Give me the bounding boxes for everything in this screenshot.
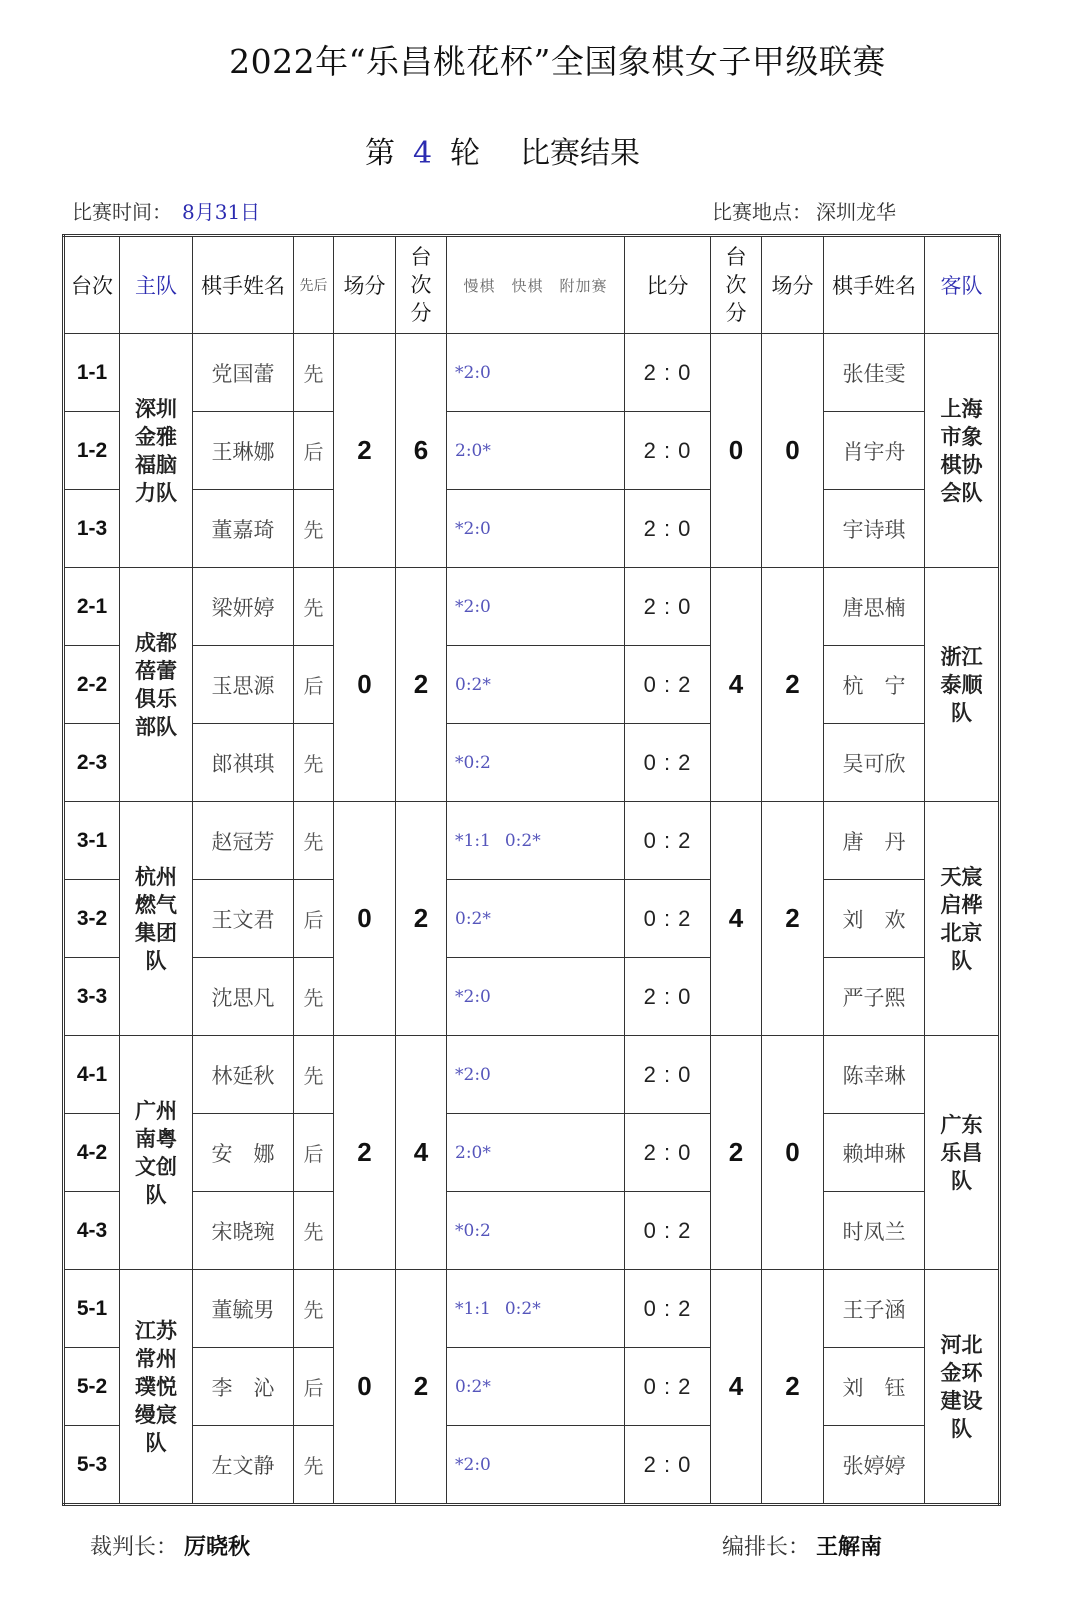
away-player: 肖宇舟 <box>824 412 925 490</box>
slow-result: *0:2 <box>455 1220 491 1241</box>
col-order: 先后 <box>294 236 334 334</box>
away-player: 张婷婷 <box>824 1426 925 1505</box>
table-row <box>64 568 1000 646</box>
board-number: 1-3 <box>64 490 120 568</box>
game-score: 2 : 0 <box>625 334 711 412</box>
scheduler-label: 编排长： <box>722 1535 811 1560</box>
move-order: 后 <box>294 1348 334 1426</box>
away-team: 上海 市象 棋协 会队 <box>925 334 1000 568</box>
home-player: 左文静 <box>193 1426 294 1505</box>
table-row <box>64 334 1000 412</box>
table-row <box>64 412 1000 490</box>
home-player: 王文君 <box>193 880 294 958</box>
game-score: 0 : 2 <box>625 880 711 958</box>
home-player: 赵冠芳 <box>193 802 294 880</box>
col-home-player: 棋手姓名 <box>193 236 294 334</box>
board-number: 1-2 <box>64 412 120 490</box>
game-results <box>447 802 625 880</box>
game-score: 2 : 0 <box>625 958 711 1036</box>
date-label: 比赛时间： <box>72 200 172 224</box>
rapid-result: 0:2* <box>504 830 541 851</box>
table-row <box>64 646 1000 724</box>
chief-referee-label: 裁判长： <box>90 1535 179 1560</box>
home-match-points: 0 <box>334 568 396 802</box>
table-row <box>64 1192 1000 1270</box>
table-row <box>64 724 1000 802</box>
game-results <box>447 334 625 412</box>
round-number: 4 <box>412 136 433 171</box>
away-team: 天宸 启桦 北京 队 <box>925 802 1000 1036</box>
away-player: 王子涵 <box>824 1270 925 1348</box>
away-board-points: 4 <box>711 568 762 802</box>
slow-result: *2:0 <box>455 986 491 1007</box>
rapid-result: 0:2* <box>504 1298 541 1319</box>
home-player: 董毓男 <box>193 1270 294 1348</box>
move-order: 先 <box>294 958 334 1036</box>
table-row <box>64 958 1000 1036</box>
home-match-points: 2 <box>334 334 396 568</box>
home-board-points: 2 <box>396 1270 447 1505</box>
table-row <box>64 490 1000 568</box>
game-score: 2 : 0 <box>625 412 711 490</box>
home-player: 李 沁 <box>193 1348 294 1426</box>
scheduler-name: 王解南 <box>816 1534 883 1560</box>
slow-result: *2:0 <box>455 596 491 617</box>
scheduler <box>722 1530 882 1561</box>
slow-result: *2:0 <box>455 1454 491 1475</box>
away-player: 赖坤琳 <box>824 1114 925 1192</box>
away-player: 唐思楠 <box>824 568 925 646</box>
game-results <box>447 646 625 724</box>
table-row <box>64 1426 1000 1505</box>
home-player: 宋晓琬 <box>193 1192 294 1270</box>
col-home-board-points: 台 次 分 <box>396 236 447 334</box>
venue-label: 比赛地点： <box>712 200 812 224</box>
slow-result: 2:0* <box>455 1142 491 1163</box>
away-match-points: 0 <box>762 334 824 568</box>
game-score: 2 : 0 <box>625 1114 711 1192</box>
game-score: 0 : 2 <box>625 724 711 802</box>
col-away-board-points: 台 次 分 <box>711 236 762 334</box>
away-player: 唐 丹 <box>824 802 925 880</box>
game-score: 2 : 0 <box>625 1426 711 1505</box>
slow-result: 0:2* <box>455 674 491 695</box>
board-number: 2-1 <box>64 568 120 646</box>
round-caption: 比赛结果 <box>520 136 641 171</box>
game-results <box>447 958 625 1036</box>
home-player: 党国蕾 <box>193 334 294 412</box>
away-match-points: 0 <box>762 1036 824 1270</box>
home-match-points: 0 <box>334 802 396 1036</box>
home-match-points: 2 <box>334 1036 396 1270</box>
col-home-match-points: 场分 <box>334 236 396 334</box>
col-away-team: 客队 <box>925 236 1000 334</box>
home-match-points: 0 <box>334 1270 396 1505</box>
away-player: 严子熙 <box>824 958 925 1036</box>
home-player: 梁妍婷 <box>193 568 294 646</box>
board-number: 5-1 <box>64 1270 120 1348</box>
slow-result: *2:0 <box>455 1064 491 1085</box>
game-score: 0 : 2 <box>625 1270 711 1348</box>
game-score: 0 : 2 <box>625 1192 711 1270</box>
round-subtitle <box>0 128 1005 172</box>
game-results <box>447 1036 625 1114</box>
table-row <box>64 880 1000 958</box>
round-prefix: 第 <box>364 136 395 171</box>
board-number: 2-2 <box>64 646 120 724</box>
board-number: 5-2 <box>64 1348 120 1426</box>
slow-result: *2:0 <box>455 518 491 539</box>
board-number: 3-2 <box>64 880 120 958</box>
game-results <box>447 1114 625 1192</box>
chief-referee-name: 厉晓秋 <box>184 1534 251 1560</box>
away-player: 陈幸琳 <box>824 1036 925 1114</box>
table-row <box>64 802 1000 880</box>
home-player: 王琳娜 <box>193 412 294 490</box>
away-board-points: 2 <box>711 1036 762 1270</box>
game-results <box>447 568 625 646</box>
move-order: 先 <box>294 802 334 880</box>
away-player: 吴可欣 <box>824 724 925 802</box>
board-number: 4-2 <box>64 1114 120 1192</box>
game-results <box>447 1192 625 1270</box>
away-player: 时凤兰 <box>824 1192 925 1270</box>
home-board-points: 2 <box>396 802 447 1036</box>
match-date <box>72 196 260 225</box>
home-player: 沈思凡 <box>193 958 294 1036</box>
col-away-match-points: 场分 <box>762 236 824 334</box>
game-score: 2 : 0 <box>625 568 711 646</box>
away-board-points: 4 <box>711 802 762 1036</box>
slow-result: 0:2* <box>455 1376 491 1397</box>
page-title: 2022年“乐昌桃花杯”全国象棋女子甲级联赛 <box>229 42 886 81</box>
home-board-points: 6 <box>396 334 447 568</box>
header-row <box>64 236 1000 334</box>
round-suffix: 轮 <box>450 136 481 171</box>
home-player: 郎祺琪 <box>193 724 294 802</box>
move-order: 后 <box>294 880 334 958</box>
move-order: 先 <box>294 724 334 802</box>
col-home-team: 主队 <box>120 236 193 334</box>
slow-result: *1:1 <box>455 830 491 851</box>
away-board-points: 0 <box>711 334 762 568</box>
away-match-points: 2 <box>762 802 824 1036</box>
home-player: 林延秋 <box>193 1036 294 1114</box>
table-row <box>64 1270 1000 1348</box>
table-row <box>64 1036 1000 1114</box>
game-score: 2 : 0 <box>625 490 711 568</box>
move-order: 后 <box>294 646 334 724</box>
col-away-player: 棋手姓名 <box>824 236 925 334</box>
board-number: 5-3 <box>64 1426 120 1505</box>
game-score: 2 : 0 <box>625 1036 711 1114</box>
away-match-points: 2 <box>762 1270 824 1505</box>
date-value: 8月31日 <box>182 200 261 224</box>
results-table <box>62 234 1001 1506</box>
game-results <box>447 1348 625 1426</box>
move-order: 后 <box>294 412 334 490</box>
home-player: 董嘉琦 <box>193 490 294 568</box>
away-team: 浙江 泰顺 队 <box>925 568 1000 802</box>
col-board: 台次 <box>64 236 120 334</box>
results-body <box>64 334 1000 1505</box>
game-results <box>447 1270 625 1348</box>
slow-result: *1:1 <box>455 1298 491 1319</box>
table-row <box>64 1114 1000 1192</box>
away-player: 张佳雯 <box>824 334 925 412</box>
move-order: 先 <box>294 1036 334 1114</box>
move-order: 先 <box>294 568 334 646</box>
home-team: 广州 南粤 文创 队 <box>120 1036 193 1270</box>
move-order: 先 <box>294 334 334 412</box>
board-number: 4-3 <box>64 1192 120 1270</box>
slow-result: *2:0 <box>455 362 491 383</box>
move-order: 后 <box>294 1114 334 1192</box>
table-row <box>64 1348 1000 1426</box>
home-team: 江苏 常州 璞悦 缦宸 队 <box>120 1270 193 1505</box>
away-match-points: 2 <box>762 568 824 802</box>
game-results <box>447 490 625 568</box>
home-board-points: 2 <box>396 568 447 802</box>
away-team: 广东 乐昌 队 <box>925 1036 1000 1270</box>
away-player: 刘 欢 <box>824 880 925 958</box>
home-player: 安 娜 <box>193 1114 294 1192</box>
col-score: 比分 <box>625 236 711 334</box>
slow-result: *0:2 <box>455 752 491 773</box>
move-order: 先 <box>294 1192 334 1270</box>
home-team: 杭州 燃气 集团 队 <box>120 802 193 1036</box>
slow-result: 2:0* <box>455 440 491 461</box>
board-number: 3-3 <box>64 958 120 1036</box>
home-team: 深圳 金雅 福脑 力队 <box>120 334 193 568</box>
slow-result: 0:2* <box>455 908 491 929</box>
home-player: 玉思源 <box>193 646 294 724</box>
home-team: 成都 蓓蕾 俱乐 部队 <box>120 568 193 802</box>
game-results <box>447 1426 625 1505</box>
col-result-types: 慢棋 快棋 附加赛 <box>447 236 625 334</box>
venue-value: 深圳龙华 <box>816 200 896 224</box>
match-venue <box>712 196 896 225</box>
move-order: 先 <box>294 490 334 568</box>
move-order: 先 <box>294 1426 334 1505</box>
board-number: 3-1 <box>64 802 120 880</box>
away-team: 河北 金环 建设 队 <box>925 1270 1000 1505</box>
game-score: 0 : 2 <box>625 646 711 724</box>
board-number: 4-1 <box>64 1036 120 1114</box>
game-results <box>447 412 625 490</box>
away-board-points: 4 <box>711 1270 762 1505</box>
move-order: 先 <box>294 1270 334 1348</box>
game-score: 0 : 2 <box>625 1348 711 1426</box>
chief-referee <box>90 1530 250 1561</box>
away-player: 刘 钰 <box>824 1348 925 1426</box>
away-player: 杭 宁 <box>824 646 925 724</box>
home-board-points: 4 <box>396 1036 447 1270</box>
game-score: 0 : 2 <box>625 802 711 880</box>
game-results <box>447 880 625 958</box>
board-number: 2-3 <box>64 724 120 802</box>
board-number: 1-1 <box>64 334 120 412</box>
game-results <box>447 724 625 802</box>
away-player: 宇诗琪 <box>824 490 925 568</box>
